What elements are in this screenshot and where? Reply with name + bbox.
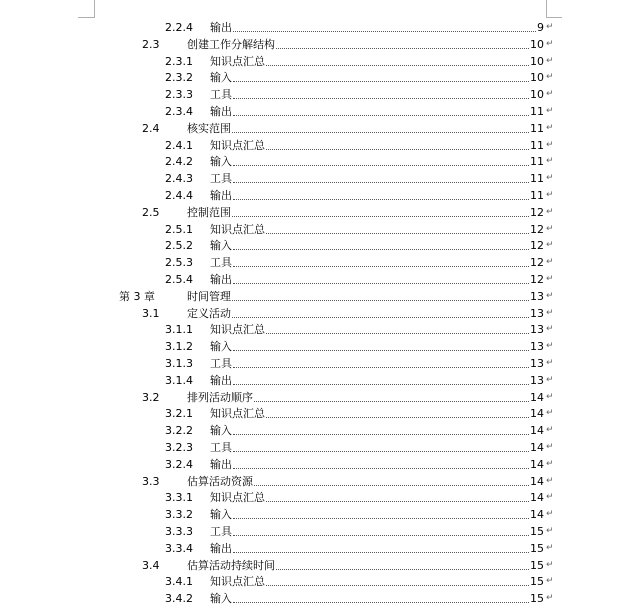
toc-leader-dots bbox=[233, 187, 529, 200]
toc-entry-page-number: 13 bbox=[530, 306, 544, 320]
toc-entry[interactable] bbox=[0, 321, 640, 338]
toc-leader-dots bbox=[233, 103, 529, 116]
toc-leader-dots bbox=[266, 53, 529, 66]
toc-entry-title: 输出 bbox=[210, 273, 232, 286]
toc-entry[interactable] bbox=[0, 86, 640, 103]
toc-entry-page-number: 15 bbox=[530, 525, 544, 538]
toc-leader-dots bbox=[233, 439, 529, 452]
toc-entry-title: 输入 bbox=[210, 155, 232, 169]
toc-entry-page-number: 12 bbox=[530, 256, 544, 270]
toc-entry[interactable] bbox=[0, 557, 640, 574]
toc-entry-page-number: 13 bbox=[530, 323, 544, 337]
toc-entry-page-number: 14 bbox=[530, 491, 544, 505]
paragraph-mark: ↵ bbox=[546, 190, 554, 200]
paragraph-mark: ↵ bbox=[546, 274, 554, 284]
toc-leader-dots bbox=[233, 237, 529, 250]
toc-entry-number: 3.1.3 bbox=[165, 357, 193, 370]
toc-leader-dots bbox=[233, 338, 529, 351]
toc-entry-number: 2.5.4 bbox=[165, 273, 193, 286]
toc-entry[interactable] bbox=[0, 221, 640, 238]
toc-leader-dots bbox=[232, 204, 529, 217]
toc-entry-page-number: 14 bbox=[530, 457, 544, 471]
toc-leader-dots bbox=[233, 170, 529, 183]
toc-entry-number: 2.4.2 bbox=[165, 155, 193, 169]
toc-entry-title: 输出 bbox=[210, 189, 232, 202]
paragraph-mark: ↵ bbox=[546, 358, 554, 368]
paragraph-mark: ↵ bbox=[546, 458, 554, 469]
toc-entry-number: 3.3.4 bbox=[165, 541, 193, 555]
toc-entry-page-number: 13 bbox=[530, 289, 544, 303]
toc-entry-page-number: 13 bbox=[530, 357, 544, 370]
toc-leader-dots bbox=[233, 86, 529, 99]
toc-leader-dots bbox=[233, 153, 529, 166]
toc-entry-title: 输入 bbox=[210, 239, 232, 253]
toc-entry-number: 2.2.4 bbox=[165, 21, 193, 34]
toc-entry-number: 3.1.1 bbox=[165, 323, 193, 337]
toc-entry[interactable] bbox=[0, 204, 640, 221]
paragraph-mark: ↵ bbox=[546, 509, 554, 520]
toc-entry-number: 2.3.4 bbox=[165, 105, 193, 118]
paragraph-mark: ↵ bbox=[546, 38, 554, 49]
paragraph-mark: ↵ bbox=[546, 324, 554, 335]
toc-entry-title: 知识点汇总 bbox=[210, 138, 265, 152]
toc-entry-page-number: 12 bbox=[530, 222, 544, 236]
toc-leader-dots bbox=[266, 405, 529, 418]
toc-entry-page-number: 12 bbox=[530, 239, 544, 253]
toc-entry[interactable] bbox=[0, 187, 640, 204]
toc-entry-page-number: 12 bbox=[530, 205, 544, 219]
toc-entry-page-number: 11 bbox=[530, 121, 544, 135]
toc-entry[interactable] bbox=[0, 523, 640, 540]
toc-entry-number: 3.3 bbox=[142, 474, 160, 488]
toc-entry-page-number: 15 bbox=[530, 575, 544, 589]
paragraph-mark: ↵ bbox=[546, 425, 554, 436]
toc-entry[interactable] bbox=[0, 540, 640, 557]
paragraph-mark: ↵ bbox=[546, 526, 554, 536]
toc-leader-dots bbox=[233, 422, 529, 435]
toc-entry-page-number: 11 bbox=[530, 105, 544, 118]
paragraph-mark: ↵ bbox=[546, 240, 554, 251]
paragraph-mark: ↵ bbox=[546, 542, 554, 553]
toc-entry-title: 工具 bbox=[210, 357, 232, 370]
toc-entry-title: 工具 bbox=[210, 525, 232, 538]
toc-entry-page-number: 11 bbox=[530, 155, 544, 169]
toc-entry-title: 控制范围 bbox=[187, 205, 231, 219]
toc-entry-page-number: 14 bbox=[530, 441, 544, 454]
toc-entry-number: 3.1.2 bbox=[165, 340, 193, 354]
toc-leader-dots bbox=[233, 523, 529, 536]
toc-entry-number: 3.4 bbox=[142, 558, 160, 572]
toc-entry[interactable] bbox=[0, 69, 640, 86]
toc-entry[interactable] bbox=[0, 372, 640, 389]
toc-entry-title: 知识点汇总 bbox=[210, 575, 265, 589]
toc-entry-page-number: 12 bbox=[530, 273, 544, 286]
toc-entry-number: 2.3.1 bbox=[165, 54, 193, 68]
paragraph-mark: ↵ bbox=[546, 55, 554, 66]
toc-entry-number: 第 3 章 bbox=[119, 289, 155, 303]
toc-entry-title: 输出 bbox=[210, 373, 232, 387]
toc-leader-dots bbox=[266, 489, 529, 502]
toc-entry-title: 工具 bbox=[210, 88, 232, 102]
toc-entry[interactable] bbox=[0, 254, 640, 271]
toc-entry-number: 3.2.4 bbox=[165, 457, 193, 471]
toc-entry-number: 3.3.1 bbox=[165, 491, 193, 505]
toc-entry[interactable] bbox=[0, 237, 640, 254]
toc-entry-page-number: 14 bbox=[530, 474, 544, 488]
toc-entry[interactable] bbox=[0, 506, 640, 523]
paragraph-mark: ↵ bbox=[546, 257, 554, 268]
toc-entry-number: 3.2.1 bbox=[165, 407, 193, 421]
toc-leader-dots bbox=[232, 120, 529, 133]
paragraph-mark: ↵ bbox=[546, 374, 554, 385]
toc-entry-title: 估算活动持续时间 bbox=[187, 558, 275, 572]
toc-entry-number: 3.3.2 bbox=[165, 508, 193, 522]
toc-entry-number: 3.4.2 bbox=[165, 592, 193, 606]
toc-leader-dots bbox=[233, 540, 529, 553]
toc-entry[interactable] bbox=[0, 573, 640, 590]
toc-entry[interactable] bbox=[0, 271, 640, 288]
toc-entry[interactable] bbox=[0, 473, 640, 490]
toc-entry-number: 2.4.3 bbox=[165, 172, 193, 186]
toc-leader-dots bbox=[233, 271, 529, 284]
toc-leader-dots bbox=[233, 254, 529, 267]
toc-entry-page-number: 9 bbox=[537, 21, 544, 34]
toc-entry-number: 2.3.3 bbox=[165, 88, 193, 102]
toc-entry[interactable] bbox=[0, 456, 640, 473]
toc-entry-number: 3.2.3 bbox=[165, 441, 193, 454]
toc-leader-dots bbox=[254, 473, 529, 486]
toc-entry-page-number: 13 bbox=[530, 340, 544, 354]
toc-leader-dots bbox=[254, 389, 529, 402]
toc-entry[interactable] bbox=[0, 355, 640, 372]
toc-entry[interactable] bbox=[0, 590, 640, 607]
paragraph-mark: ↵ bbox=[546, 22, 554, 32]
toc-entry-title: 输出 bbox=[210, 457, 232, 471]
toc-leader-dots bbox=[233, 590, 529, 603]
paragraph-mark: ↵ bbox=[546, 156, 554, 167]
toc-entry-number: 2.4.1 bbox=[165, 138, 193, 152]
toc-entry-page-number: 13 bbox=[530, 373, 544, 387]
toc-entry-title: 知识点汇总 bbox=[210, 222, 265, 236]
toc-entry-title: 工具 bbox=[210, 256, 232, 270]
toc-entry-title: 知识点汇总 bbox=[210, 407, 265, 421]
paragraph-mark: ↵ bbox=[546, 492, 554, 503]
paragraph-mark: ↵ bbox=[546, 173, 554, 184]
paragraph-mark: ↵ bbox=[546, 106, 554, 116]
paragraph-mark: ↵ bbox=[546, 122, 554, 133]
toc-entry-number: 2.5.2 bbox=[165, 239, 193, 253]
toc-entry-title: 定义活动 bbox=[187, 306, 231, 320]
toc-entry-number: 2.5.1 bbox=[165, 222, 193, 236]
toc-entry-page-number: 14 bbox=[530, 424, 544, 438]
toc-entry-number: 3.1 bbox=[142, 306, 160, 320]
toc-leader-dots bbox=[276, 557, 529, 570]
toc-entry-page-number: 10 bbox=[530, 37, 544, 51]
toc-entry-page-number: 10 bbox=[530, 88, 544, 102]
toc-entry[interactable] bbox=[0, 19, 640, 36]
toc-leader-dots bbox=[266, 137, 529, 150]
paragraph-mark: ↵ bbox=[546, 475, 554, 486]
toc-entry-page-number: 15 bbox=[530, 592, 544, 606]
toc-entry[interactable] bbox=[0, 53, 640, 70]
toc-entry-page-number: 10 bbox=[530, 54, 544, 68]
toc-entry-title: 输入 bbox=[210, 71, 232, 85]
toc-entry-title: 输出 bbox=[210, 21, 232, 34]
toc-entry-title: 创建工作分解结构 bbox=[187, 37, 275, 51]
toc-entry[interactable] bbox=[0, 103, 640, 120]
toc-entry[interactable] bbox=[0, 153, 640, 170]
toc-entry-page-number: 15 bbox=[530, 541, 544, 555]
toc-entry-title: 输入 bbox=[210, 340, 232, 354]
toc-entry[interactable] bbox=[0, 305, 640, 322]
paragraph-mark: ↵ bbox=[546, 408, 554, 419]
toc-leader-dots bbox=[276, 36, 529, 49]
toc-leader-dots bbox=[266, 321, 529, 334]
toc-entry-title: 工具 bbox=[210, 441, 232, 454]
toc-entry-page-number: 14 bbox=[530, 390, 544, 404]
crop-mark-top-left-vertical bbox=[94, 0, 95, 18]
toc-entry-number: 2.4.4 bbox=[165, 189, 193, 202]
paragraph-mark: ↵ bbox=[546, 89, 554, 100]
toc-entry-page-number: 14 bbox=[530, 508, 544, 522]
paragraph-mark: ↵ bbox=[546, 139, 554, 150]
toc-entry-title: 输出 bbox=[210, 105, 232, 118]
paragraph-mark: ↵ bbox=[546, 206, 554, 217]
toc-entry-title: 工具 bbox=[210, 172, 232, 186]
paragraph-mark: ↵ bbox=[546, 576, 554, 587]
toc-entry-title: 知识点汇总 bbox=[210, 54, 265, 68]
toc-entry[interactable] bbox=[0, 137, 640, 154]
toc-entry-number: 2.4 bbox=[142, 121, 160, 135]
toc-entry-page-number: 11 bbox=[530, 172, 544, 186]
paragraph-mark: ↵ bbox=[546, 593, 554, 604]
paragraph-mark: ↵ bbox=[546, 307, 554, 318]
toc-entry[interactable] bbox=[0, 489, 640, 506]
toc-entry-title: 核实范围 bbox=[187, 121, 231, 135]
toc-leader-dots bbox=[233, 506, 529, 519]
toc-entry[interactable] bbox=[0, 120, 640, 137]
toc-entry-number: 3.4.1 bbox=[165, 575, 193, 589]
paragraph-mark: ↵ bbox=[546, 72, 554, 83]
toc-entry-number: 3.1.4 bbox=[165, 373, 193, 387]
toc-entry[interactable] bbox=[0, 422, 640, 439]
toc-entry[interactable] bbox=[0, 405, 640, 422]
toc-entry-title: 知识点汇总 bbox=[210, 323, 265, 337]
toc-entry-number: 2.3 bbox=[142, 37, 160, 51]
toc-entry-page-number: 15 bbox=[530, 558, 544, 572]
paragraph-mark: ↵ bbox=[546, 442, 554, 452]
toc-entry-number: 2.5.3 bbox=[165, 256, 193, 270]
paragraph-mark: ↵ bbox=[546, 391, 554, 402]
toc-entry-title: 输入 bbox=[210, 424, 232, 438]
toc-entry-title: 输出 bbox=[210, 541, 232, 555]
toc-entry[interactable] bbox=[0, 36, 640, 53]
toc-leader-dots bbox=[233, 19, 536, 32]
toc-entry[interactable] bbox=[0, 389, 640, 406]
toc-leader-dots bbox=[233, 456, 529, 469]
toc-entry-title: 估算活动资源 bbox=[187, 474, 253, 488]
toc-leader-dots bbox=[232, 288, 529, 301]
toc-entry-number: 3.2 bbox=[142, 390, 160, 404]
toc-entry-title: 时间管理 bbox=[187, 289, 231, 303]
crop-mark-top-left bbox=[78, 17, 94, 18]
toc-entry[interactable] bbox=[0, 170, 640, 187]
toc-leader-dots bbox=[266, 573, 529, 586]
toc-entry-page-number: 11 bbox=[530, 138, 544, 152]
toc-leader-dots bbox=[233, 372, 529, 385]
toc-entry-number: 3.3.3 bbox=[165, 525, 193, 538]
toc-leader-dots bbox=[266, 221, 529, 234]
toc-entry-page-number: 14 bbox=[530, 407, 544, 421]
toc-entry-title: 输入 bbox=[210, 592, 232, 606]
toc-leader-dots bbox=[232, 305, 529, 318]
toc-entry-title: 知识点汇总 bbox=[210, 491, 265, 505]
toc-entry-number: 3.2.2 bbox=[165, 424, 193, 438]
toc-leader-dots bbox=[233, 69, 529, 82]
toc-entry-title: 输入 bbox=[210, 508, 232, 522]
paragraph-mark: ↵ bbox=[546, 290, 554, 301]
crop-mark-top-right-vertical bbox=[546, 0, 547, 18]
toc-entry-title: 排列活动顺序 bbox=[187, 390, 253, 404]
toc-entry[interactable] bbox=[0, 439, 640, 456]
toc-leader-dots bbox=[233, 355, 529, 368]
paragraph-mark: ↵ bbox=[546, 223, 554, 234]
toc-entry-page-number: 10 bbox=[530, 71, 544, 85]
toc-entry[interactable] bbox=[0, 288, 640, 305]
paragraph-mark: ↵ bbox=[546, 559, 554, 570]
toc-entry[interactable] bbox=[0, 338, 640, 355]
toc-entry-number: 2.5 bbox=[142, 205, 160, 219]
toc-entry-number: 2.3.2 bbox=[165, 71, 193, 85]
toc-entry-page-number: 11 bbox=[530, 189, 544, 202]
paragraph-mark: ↵ bbox=[546, 341, 554, 352]
crop-mark-top-right bbox=[546, 17, 562, 18]
